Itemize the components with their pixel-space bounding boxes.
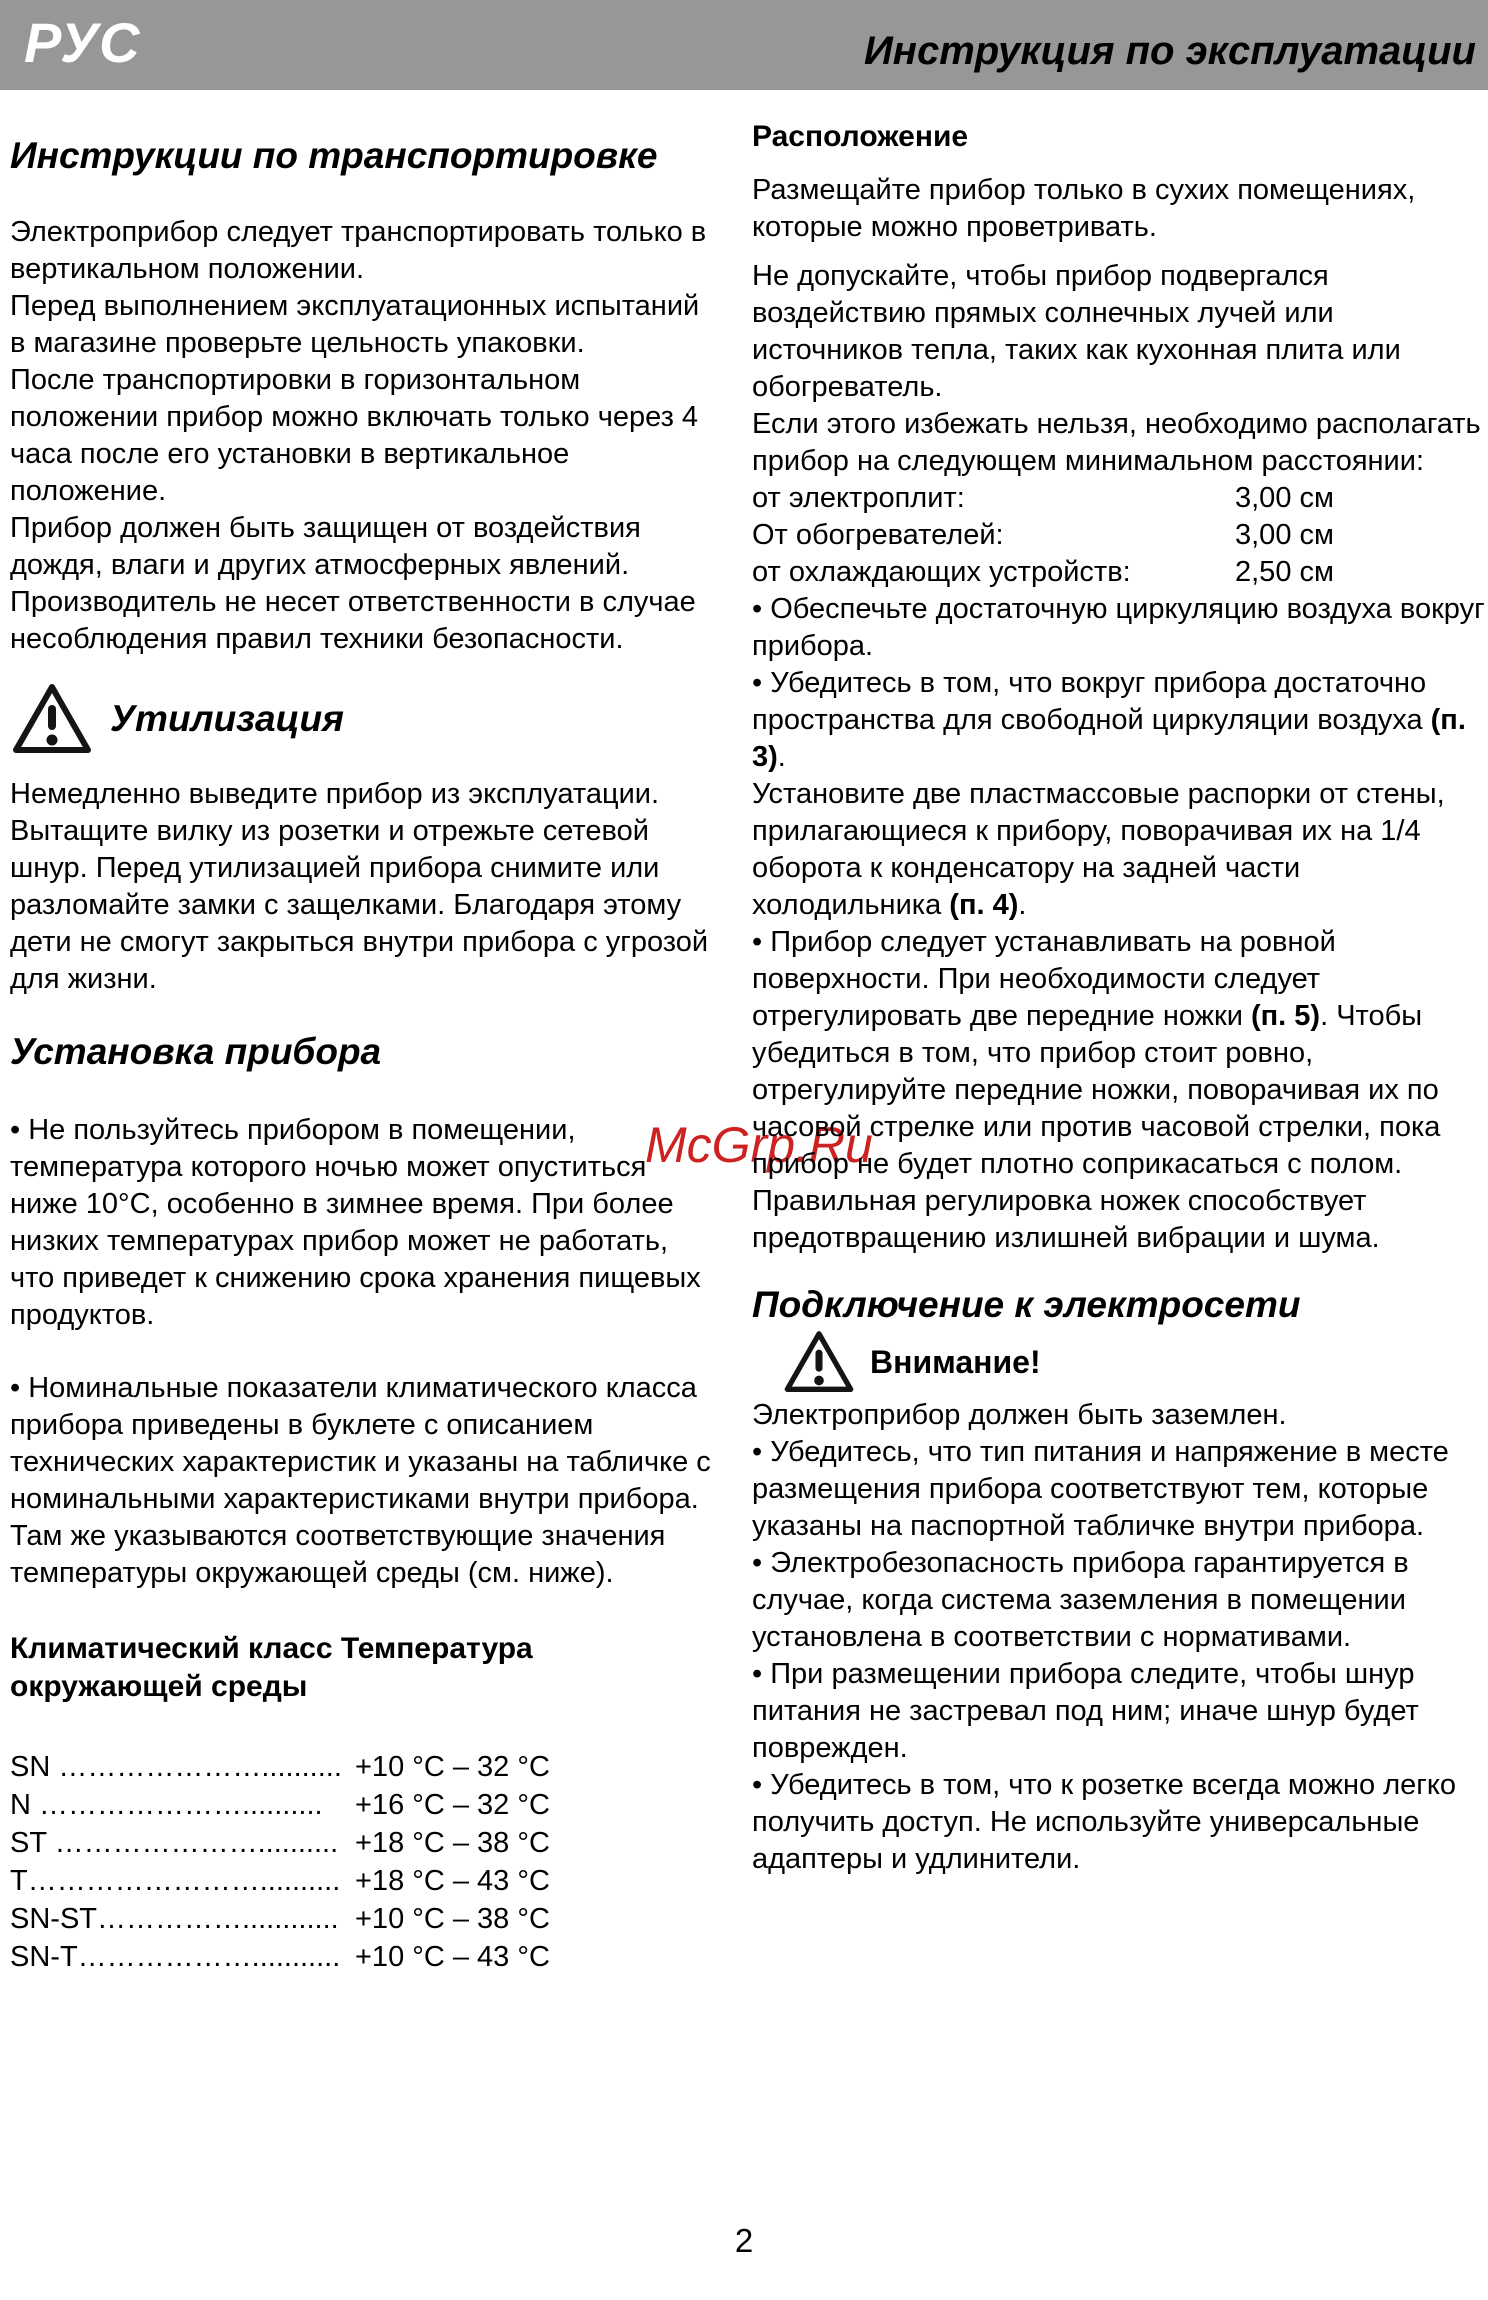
location-paragraph xyxy=(752,776,1488,924)
location-paragraph: Правильная регулировка ножек способствует предотвращению излишней вибрации и шума. xyxy=(752,1185,1380,1254)
distance-label: От обогревателей: xyxy=(752,519,1004,551)
climate-table-row xyxy=(10,1862,716,1900)
warning-triangle-icon xyxy=(782,1329,856,1395)
transport-paragraph: Прибор должен быть защищен от воздействия дождя, влаги и других атмосферных явлений. Производитель не несет ответственности в случае несоблюдения правил техники безопасности. xyxy=(10,512,696,655)
installation-paragraph: • Не пользуйтесь прибором в помещении, температура которого ночью может опуститься ниже 10°C, особенно в зимнее время. При более низких температурах прибор может не работать, что приведет к снижению срока хранения пищевых продуктов. xyxy=(10,1114,701,1331)
distance-value: 3,00 см xyxy=(1235,519,1334,551)
bullet-text: • Убедитесь в том, что вокруг прибора достаточно пространства для свободной циркуляции воздуха xyxy=(752,667,1431,736)
bullet-text: . xyxy=(777,741,786,773)
distance-value: 3,00 см xyxy=(1235,482,1334,514)
location-paragraph: Размещайте прибор только в сухих помещениях, которые можно проветривать. xyxy=(752,174,1416,243)
climate-temp-range: +18 °C – 38 °C xyxy=(355,1827,550,1859)
header-title: Инструкция по эксплуатации xyxy=(864,28,1476,73)
power-bullet: • При размещении прибора следите, чтобы шнур питания не застревал под ним; иначе шнур будет поврежден. xyxy=(752,1658,1419,1764)
figure-reference: (п. 4) xyxy=(949,889,1019,921)
page-header xyxy=(0,0,1488,90)
language-badge: РУС xyxy=(24,11,141,74)
climate-table-row xyxy=(10,1938,716,1976)
climate-table-row xyxy=(10,1786,716,1824)
page-number: 2 xyxy=(734,2222,754,2259)
climate-temp-range: +10 °C – 32 °C xyxy=(355,1751,550,1783)
disposal-paragraph: Немедленно выведите прибор из эксплуатации. xyxy=(10,778,660,810)
climate-class-label: SN-ST……………............ xyxy=(10,1903,339,1935)
bullet-text: • Прибор следует устанавливать на ровной поверхности. При необходимости следует отрегулировать две передние ножки xyxy=(752,926,1336,1032)
distance-label: от охлаждающих устройств: xyxy=(752,556,1131,588)
watermark: McGrp.Ru xyxy=(645,1117,873,1173)
power-paragraph: Электроприбор должен быть заземлен. xyxy=(752,1399,1287,1431)
climate-class-label: N ………………….......... xyxy=(10,1789,323,1821)
location-section-heading: Расположение xyxy=(752,120,969,153)
climate-class-label: ST ………………….......... xyxy=(10,1827,339,1859)
distance-label: от электроплит: xyxy=(752,482,965,514)
power-section-heading: Подключение к электросети xyxy=(752,1284,1301,1325)
climate-class-label: SN-T………………........... xyxy=(10,1941,341,1973)
attention-heading-row xyxy=(782,1329,1488,1395)
location-bullet xyxy=(752,665,1488,776)
location-paragraph: Не допускайте, чтобы прибор подвергался воздействию прямых солнечных лучей или источников тепла, таких как кухонная плита или обогреватель. xyxy=(752,260,1401,403)
transport-paragraph: Перед выполнением эксплуатационных испытаний в магазине проверьте цельность упаковки. xyxy=(10,290,700,359)
installation-section-heading: Установка прибора xyxy=(10,1031,382,1072)
location-bullet xyxy=(752,924,1488,1183)
paragraph-gap xyxy=(10,1334,716,1370)
attention-label: Внимание! xyxy=(870,1344,1041,1380)
climate-class-table xyxy=(10,1748,716,1976)
climate-temp-range: +10 °C – 38 °C xyxy=(355,1903,550,1935)
disposal-paragraph: Вытащите вилку из розетки и отрежьте сетевой шнур. Перед утилизацией прибора снимите или разломайте замки с защелками. Благодаря этому дети не смогут закрыться внутри прибора с угрозой для жизни. xyxy=(10,815,709,995)
figure-reference: (п. 5) xyxy=(1251,1000,1321,1032)
climate-table-row xyxy=(10,1900,716,1938)
location-bullet: • Обеспечьте достаточную циркуляцию воздуха вокруг прибора. xyxy=(752,593,1485,662)
transport-paragraph: После транспортировки в горизонтальном положении прибор можно включать только через 4 часа после его установки в вертикальное положение. xyxy=(10,364,699,507)
transport-section-heading: Инструкции по транспортировке xyxy=(10,135,658,176)
power-bullet: • Убедитесь в том, что к розетке всегда можно легко получить доступ. Не используйте универсальные адаптеры и удлинители. xyxy=(752,1769,1456,1875)
location-paragraph: Если этого избежать нельзя, необходимо располагать прибор на следующем минимальном расстоянии: xyxy=(752,408,1481,477)
distance-row xyxy=(752,480,1488,517)
distance-row xyxy=(752,554,1488,591)
power-bullet: • Электробезопасность прибора гарантируется в случае, когда система заземления в помещении установлена в соответствии с нормативами. xyxy=(752,1547,1409,1653)
power-bullet: • Убедитесь, что тип питания и напряжение в месте размещения прибора соответствуют тем, которые указаны на паспортной табличке внутри прибора. xyxy=(752,1436,1449,1542)
paragraph-text: . xyxy=(1018,889,1027,921)
climate-class-label: T…………………….......... xyxy=(10,1865,341,1897)
figure-reference: (п. 3) xyxy=(752,704,1466,773)
climate-temp-range: +18 °C – 43 °C xyxy=(355,1865,550,1897)
disposal-section-heading: Утилизация xyxy=(110,698,344,739)
distance-value: 2,50 см xyxy=(1235,556,1334,588)
minimum-distance-table xyxy=(752,480,1488,591)
right-column xyxy=(752,96,1488,1878)
disposal-heading-row xyxy=(10,682,716,756)
climate-temp-range: +10 °C – 43 °C xyxy=(355,1941,550,1973)
transport-paragraph: Электроприбор следует транспортировать только в вертикальном положении. xyxy=(10,216,707,285)
installation-paragraph: • Номинальные показатели климатического класса прибора приведены в буклете с описанием технических характеристик и указаны на табличке с номинальными характеристиками внутри прибора. Там же указываются соответствующие значения температуры окружающей среды (см. ниже). xyxy=(10,1372,711,1589)
climate-table-row xyxy=(10,1748,716,1786)
distance-row xyxy=(752,517,1488,554)
climate-class-label: SN ………………….......... xyxy=(10,1751,342,1783)
climate-table-row xyxy=(10,1824,716,1862)
paragraph-text: Установите две пластмассовые распорки от стены, прилагающиеся к прибору, поворачивая их на 1/4 оборота к конденсатору на задней части холодильника xyxy=(752,778,1445,921)
left-column xyxy=(10,100,716,1976)
climate-temp-range: +16 °C – 32 °C xyxy=(355,1789,550,1821)
bullet-text: . Чтобы убедиться в том, что прибор стоит ровно, отрегулируйте передние ножки, поворачивая их по часовой стрелке или против часовой стрелки, пока прибор не будет плотно соприкасаться с полом. xyxy=(752,1000,1441,1180)
climate-table-heading: Климатический класс Температура окружающей среды xyxy=(10,1632,533,1703)
warning-triangle-icon xyxy=(10,682,94,756)
